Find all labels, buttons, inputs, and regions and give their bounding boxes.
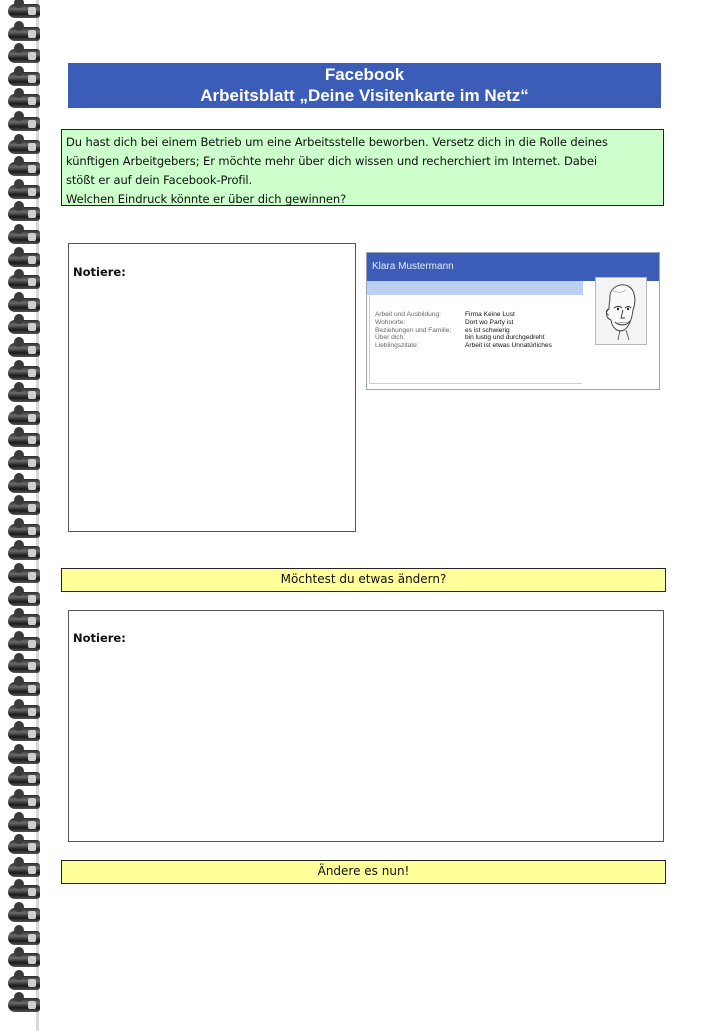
question-bar	[61, 568, 666, 592]
profile-field-value: es ist schwierig	[465, 326, 510, 334]
profile-field-row	[375, 311, 552, 319]
binding-ring	[8, 298, 40, 312]
task-line: stößt er auf dein Facebook-Profil.	[66, 173, 253, 187]
profile-field-key: Arbeit und Ausbildung:	[375, 311, 441, 318]
binding-ring	[8, 863, 40, 877]
profile-field-key: Wohnorte:	[375, 318, 406, 326]
binding-ring	[8, 795, 40, 809]
binding-ring	[8, 592, 40, 606]
binding-ring	[8, 366, 40, 380]
action-bar	[61, 860, 666, 884]
binding-ring	[8, 94, 40, 108]
binding-ring	[8, 4, 40, 18]
profile-field-row	[375, 319, 552, 327]
binding-ring	[8, 885, 40, 899]
header-subtitle: Arbeitsblatt „Deine Visitenkarte im Netz“	[200, 86, 529, 105]
binding-ring	[8, 659, 40, 673]
spiral-binding	[0, 0, 46, 1031]
binding-ring	[8, 433, 40, 447]
task-line: Welchen Eindruck könnte er über dich gewinnen?	[66, 192, 347, 206]
binding-ring	[8, 772, 40, 786]
binding-ring	[8, 49, 40, 63]
binding-ring	[8, 185, 40, 199]
binding-ring	[8, 614, 40, 628]
binding-ring	[8, 479, 40, 493]
binding-ring	[8, 230, 40, 244]
binding-ring	[8, 840, 40, 854]
profile-field-key: Lieblingszitate:	[375, 342, 419, 350]
action-text: Ändere es nun!	[317, 864, 410, 878]
profile-info	[375, 311, 552, 350]
binding-ring	[8, 275, 40, 289]
binding-ring	[8, 501, 40, 515]
binding-ring	[8, 998, 40, 1012]
binding-ring	[8, 953, 40, 967]
question-text: Möchtest du etwas ändern?	[280, 572, 447, 586]
binding-ring	[8, 705, 40, 719]
profile-name: Klara Mustermann	[372, 261, 454, 272]
binding-ring	[8, 72, 40, 86]
profile-field-value: bin lustig und durchgedreht	[465, 334, 545, 342]
profile-field-key: Über dich:	[375, 334, 406, 342]
binding-ring	[8, 207, 40, 221]
worksheet-header	[68, 63, 661, 108]
profile-field-row	[375, 342, 552, 350]
task-line: künftigen Arbeitgebers; Er möchte mehr über dich wissen und recherchiert im Internet. Dabei	[66, 154, 597, 168]
binding-ring	[8, 818, 40, 832]
profile-field-value: Arbeit ist etwas Unnatürliches	[465, 342, 552, 350]
binding-ring	[8, 320, 40, 334]
task-description-box	[61, 129, 664, 206]
binding-ring	[8, 117, 40, 131]
profile-photo	[595, 277, 647, 345]
binding-ring	[8, 637, 40, 651]
notes-label-1: Notiere:	[73, 265, 126, 279]
header-title: Facebook	[324, 65, 405, 84]
binding-ring	[8, 931, 40, 945]
profile-field-value: Dort wo Party ist	[465, 318, 514, 326]
binding-ring	[8, 162, 40, 176]
binding-ring	[8, 524, 40, 538]
binding-ring	[8, 343, 40, 357]
binding-ring	[8, 682, 40, 696]
notes-box-1[interactable]	[68, 243, 356, 532]
binding-ring	[8, 727, 40, 741]
binding-ring	[8, 750, 40, 764]
profile-field-row	[375, 334, 552, 342]
binding-ring	[8, 253, 40, 267]
binding-ring	[8, 976, 40, 990]
profile-field-key: Beziehungen und Familie:	[375, 326, 452, 334]
profile-field-value: Firma Keine Lust	[465, 311, 515, 318]
binding-ring	[8, 140, 40, 154]
binding-ring	[8, 546, 40, 560]
notes-box-2[interactable]	[68, 610, 664, 842]
task-line: Du hast dich bei einem Betrieb um eine Arbeitsstelle beworben. Versetz dich in die Rolle deines	[66, 135, 608, 149]
binding-ring	[8, 908, 40, 922]
binding-ring	[8, 27, 40, 41]
binding-ring	[8, 569, 40, 583]
binding-ring	[8, 411, 40, 425]
notes-label-2: Notiere:	[73, 631, 126, 645]
binding-ring	[8, 456, 40, 470]
caricature-icon	[596, 278, 646, 344]
binding-ring	[8, 388, 40, 402]
facebook-profile-card	[366, 252, 660, 390]
